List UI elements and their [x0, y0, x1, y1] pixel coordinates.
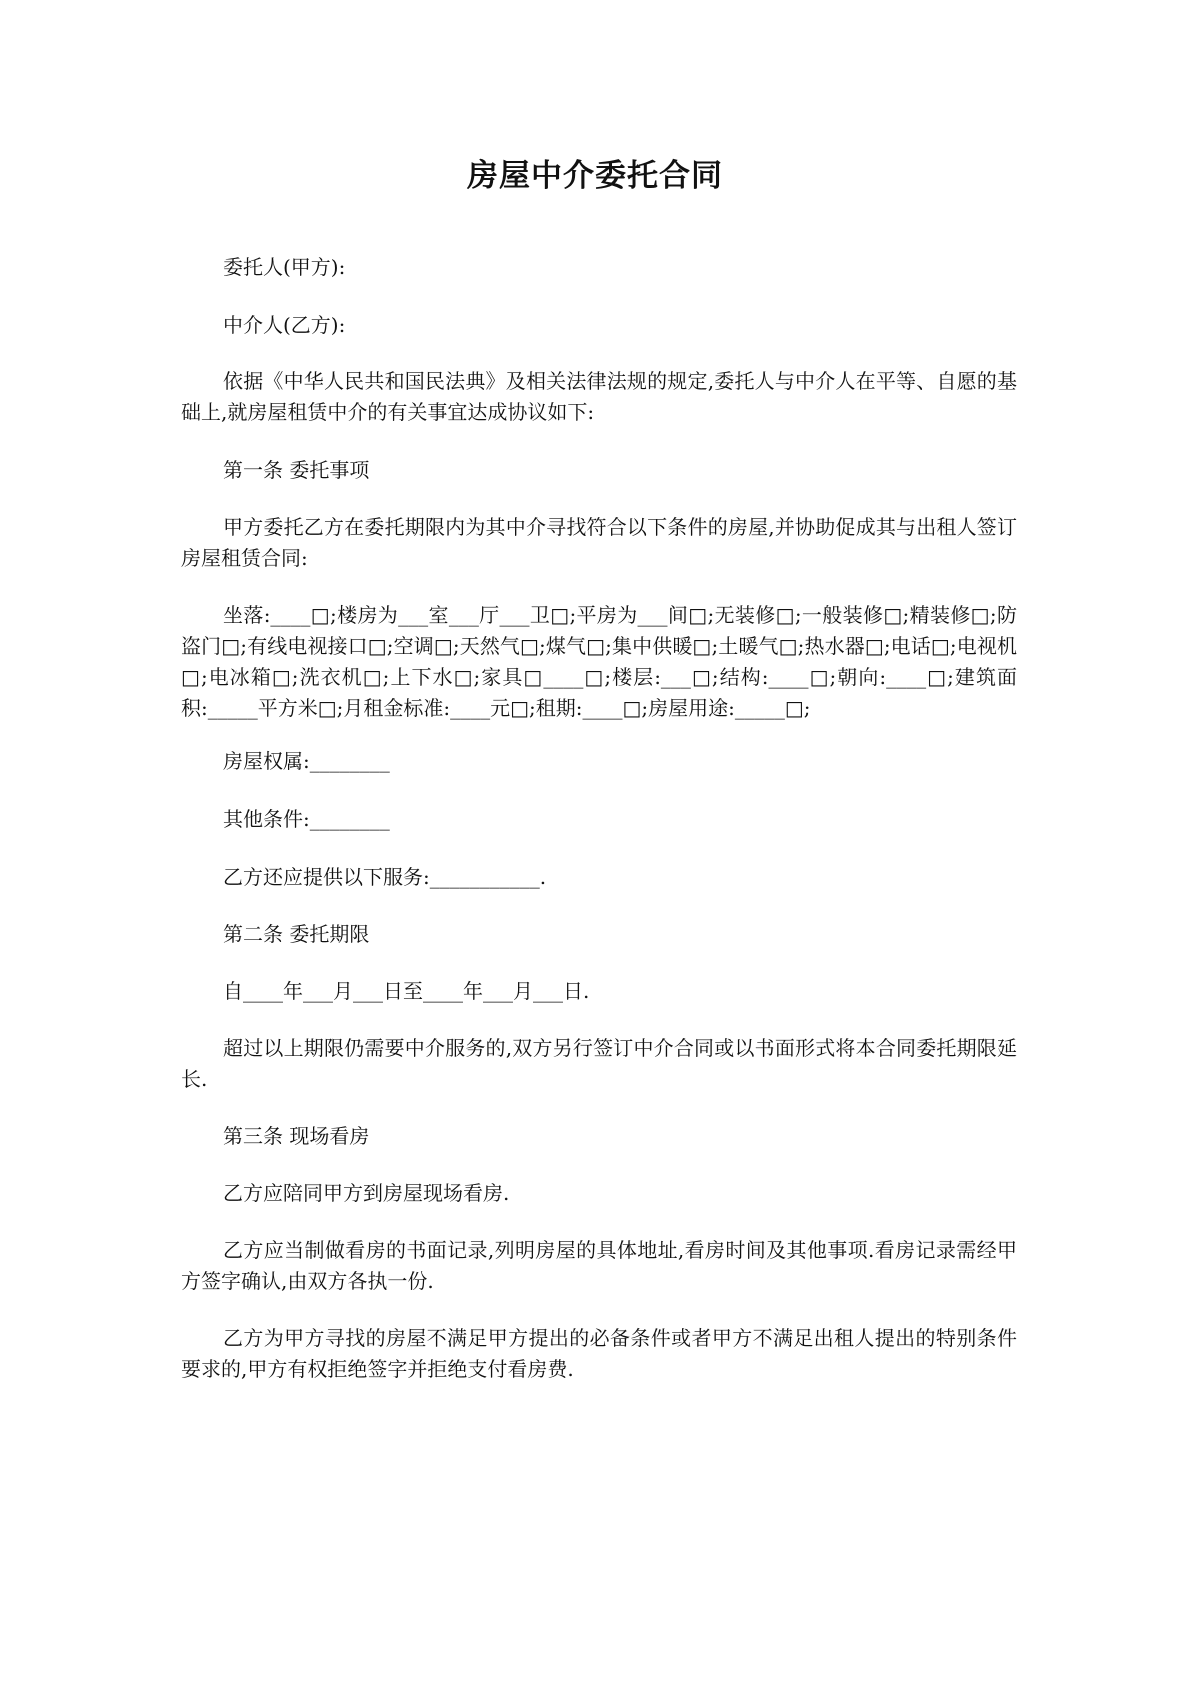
- paragraph-services: 乙方还应提供以下服务:___________.: [223, 865, 547, 889]
- paragraph-other-conditions: 其他条件:________: [223, 807, 390, 831]
- document-title: 房屋中介委托合同: [467, 158, 723, 194]
- paragraph-viewing: 乙方应陪同甲方到房屋现场看房.: [223, 1181, 510, 1205]
- paragraph-client: 委托人(甲方):: [223, 255, 346, 279]
- paragraph-extension: 超过以上期限仍需要中介服务的,双方另行签订中介合同或以书面形式将本合同委托期限延长.: [181, 1036, 1017, 1091]
- paragraph-viewing-record: 乙方应当制做看房的书面记录,列明房屋的具体地址,看房时间及其他事项.看房记录需经甲方签字确认,由双方各执一份.: [181, 1238, 1017, 1293]
- paragraph-house-conditions: 坐落:____□;楼房为___室___厅___卫□;平房为___间□;无装修□;一般装修□;精装修□;防盗门□;有线电视接口□;空调□;天然气□;煤气□;集中供暖□;土暖气□;热水器□;电话□;电视机□;电冰箱□;洗衣机□;上下水□;家具□____□;楼层:___□;结构:____□;朝向:____□;建筑面积:_____平方米□;月租金标准:____元□;租期:____□;房屋用途:_____□;: [181, 603, 1017, 720]
- paragraph-refusal: 乙方为甲方寻找的房屋不满足甲方提出的必备条件或者甲方不满足出租人提出的特别条件要求的,甲方有权拒绝签字并拒绝支付看房费.: [181, 1326, 1017, 1381]
- article-2-heading: 第二条 委托期限: [223, 922, 370, 946]
- paragraph-entrust: 甲方委托乙方在委托期限内为其中介寻找符合以下条件的房屋,并协助促成其与出租人签订房屋租赁合同:: [181, 515, 1017, 570]
- article-1-heading: 第一条 委托事项: [223, 458, 370, 482]
- article-3-heading: 第三条 现场看房: [223, 1124, 370, 1148]
- paragraph-agent: 中介人(乙方):: [223, 313, 346, 337]
- paragraph-term: 自____年___月___日至____年___月___日.: [223, 979, 590, 1003]
- paragraph-preamble: 依据《中华人民共和国民法典》及相关法律法规的规定,委托人与中介人在平等、自愿的基础上,就房屋租赁中介的有关事宜达成协议如下:: [181, 369, 1017, 424]
- paragraph-ownership: 房屋权属:________: [223, 749, 390, 773]
